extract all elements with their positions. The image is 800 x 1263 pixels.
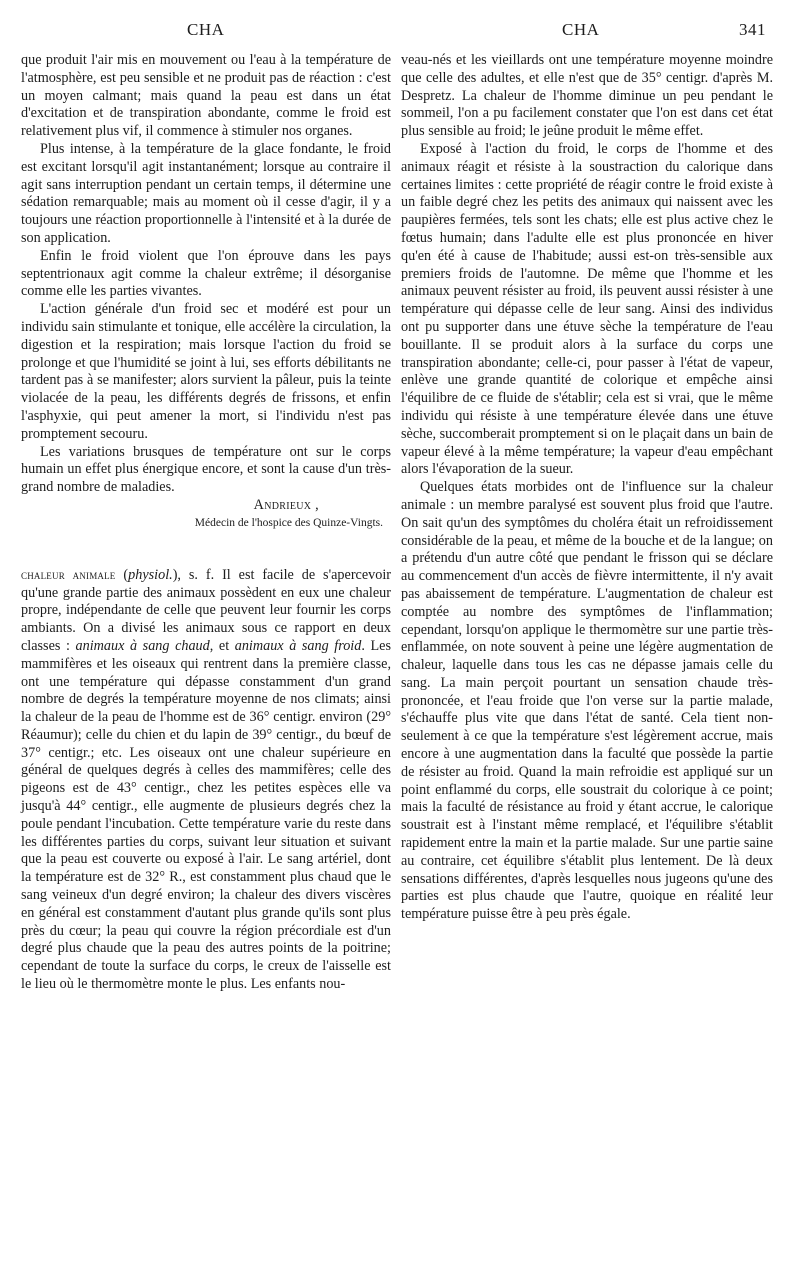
paragraph: Exposé à l'action du froid, le corps de l'homme et des animaux réagit et résiste à la soustraction du calorique dans certaines limites : cette propriété de réagir contre le froid existe à un faible degré chez les petits des animaux qui naissent avec les paupières fermées, tels sont les chats; elle est plus active chez le fœtus humain; dans l'adulte elle est plus prononcée en hiver qu'en été à cause de l'habitude; aussi est-on très-sensible aux premiers froids de l'automne. De même que l'homme et les animaux peuvent résister au froid, ils peuvent aussi résister à une température qui dépasse celle de leur sang. Ainsi des individus ont pu supporter dans une étuve sèche la température de l'eau bouillante. Il se produit alors à la surface du corps une transpiration abondante; celle-ci, pour passer à l'état de vapeur, enlève une grande quantité de colorique et empêche ainsi l'équilibre de ce fluide de s'établir; cela est si vrai, que le même individu qui résiste à une température élevée dans une étuve sèche, succomberait promptement si on le plaçait dans un bain de vapeur élevé à la même température; la vapeur d'eau empêchant alors l'évaporation de la sueur. — [401, 140, 773, 478]
entry-domain: physiol. — [128, 566, 173, 583]
entry-text: Il est facile de s'apercevoir qu'une grande partie des animaux possèdent en eux une chaleur propre, indépendante de celle que peuvent leur fournir les corps ambiants. On a divisé les animaux sous ce rapport en deux classes : — [21, 566, 391, 654]
entry-term: animaux à sang chaud — [75, 637, 210, 654]
entry-separator — [21, 531, 391, 567]
entry-grammar: ( — [115, 566, 129, 583]
paragraph: Quelques états morbides ont de l'influence sur la chaleur animale : un membre paralysé est souvent plus froid que l'autre. On sait qu'un des symptômes du choléra était un refroidissement considérable de la peau, et même de la bouche et de la langue; on a prétendu d'un autre côté que pendant le frisson qui se déclare au commencement d'un accès de fièvre intermittente, il n'y avait pas abaissement de température. L'augmentation de chaleur est comptée au nombre des symptômes de l'inflammation; cependant, lorsqu'on applique le thermomètre sur une partie très-enflammée, on note souvent à peine une légère augmentation de chaleur, laquelle dans tous les cas ne dépasse jamais celle du sang. La main perçoit pourtant un sensation chaude très-prononcée, et l'eau froide que l'on verse sur la partie malade, s'échauffe plus vite que dans l'état de santé. Cela tient non-seulement à ce que la température s'est légèrement accrue, mais encore à une augmentation dans la faculté que possède la partie de résister au froid. Quand la main refroidie est appliqué sur un point enflammé du corps, elle soustrait du colorique à ce point; mais la faculté de résistance au froid y étant accrue, le calorique soustrait est à l'instant même remplacé, et l'équilibre s'établit rapidement entre la main et la partie malade. Sur une partie saine au contraire, cet équilibre s'établit plus lentement. De là deux sensations différentes, d'après lesquelles nous jugeons qu'une des parties est plus chaude que l'autre, quoique en réalité leur température puisse être à peu près égale. — [401, 479, 773, 923]
entry-text: . Les mammifères et les oiseaux qui rentrent dans la première classe, ont une température qui dépasse constamment d'un grand nombre de degrés la température moyenne de nos climats; ainsi la chaleur de la peau de l'homme est de 36° centigr. environ (29° Réaumur); celle du chien et du lapin de 39° centigr., du bœuf de 37° centigr.; etc. Les oiseaux ont une chaleur supérieure en général de quelques degrés à celles des mammifères; celle des pigeons est de 43° centigr., chez les petites espèces elle va jusqu'à 44° centigr., elle augmente de plusieurs degrés chez la poule pendant l'incubation. Cette température varie du reste dans les différentes parties du corps, suivant leur situation et suivant que la peau est couverte ou exposé à l'air. Le sang artériel, dont la température est de 32° R., est constamment plus chaud que le sang veineux d'un degré environ; la chaleur des divers viscères en général est constamment d'autant plus grande qu'ils sont plus près du cœur; la peau qui couvre la région précordiale est d'un degré plus chaude que la peau des autres points de la poitrine; cependant de toute la surface du corps, le creux de l'aisselle est le lieu où le thermomètre monte le plus. Les enfants nou- — [21, 637, 391, 993]
right-column — [401, 52, 773, 924]
paragraph: Plus intense, à la température de la glace fondante, le froid est excitant lorsqu'il agit instantanément; lorsque au contraire il agit sans interruption pendant un certain temps, il détermine une sédation remarquable; mais au moment où il cesse d'agir, il y a toujours une réaction proportionnelle à l'intensité et à la durée de son application. — [21, 140, 391, 246]
running-head-right: CHA — [562, 20, 600, 39]
paragraph: L'action générale d'un froid sec et modéré est pour un individu sain stimulante et tonique, elle accélère la circulation, la digestion et la respiration; mais lorsque l'action du froid se prolonge et que l'humidité se joint à lui, ses efforts débilitants ne tardent pas à se manifester; alors survient la pâleur, puis la teinte violacée de la peau, les différents degrés de frissons, et enfin l'asphyxie, qui peut amener la mort, si l'individu n'est pas promptement secouru. — [21, 301, 391, 442]
paragraph-text: Les variations brusques de température ont sur le corps humain un effet plus énergique encore, et sont la cause d'un très-grand nombre de maladies. — [21, 443, 391, 496]
left-column — [21, 52, 391, 994]
paragraph: que produit l'air mis en mouvement ou l'eau à la température de l'atmosphère, est peu sensible et ne produit pas de réaction : c'est un moyen calmant; mais quand la peau est dans un état d'excitation et de transpiration abondante, comme le froid est relativement plus vif, il commence à stimuler nos organes. — [21, 52, 391, 140]
paragraph: Enfin le froid violent que l'on éprouve dans les pays septentrionaux agit comme la chaleur extrême; il désorganise comme elle les parties vivantes. — [21, 247, 391, 300]
signature-block — [21, 444, 391, 531]
page-number: 341 — [739, 20, 766, 39]
running-head-left: CHA — [187, 20, 225, 39]
paragraph: veau-nés et les vieillards ont une température moyenne moindre que celle des adultes, et elle n'est que de 35° centigr. d'après M. Despretz. La chaleur de l'homme diminue un peu pendant le sommeil, l'on a pu facilement constater que l'on est dans cet état plus sensible au froid; le jeûne produit le même effet. — [401, 52, 773, 140]
entry-text: , et — [209, 637, 235, 654]
entry-grammar: ), s. f. — [172, 566, 223, 583]
paragraph — [21, 444, 391, 497]
signature-author-line — [21, 497, 391, 515]
entry-headword: chaleur animale — [21, 567, 116, 582]
signature-affiliation: Médecin de l'hospice des Quinze-Vingts. — [194, 516, 383, 529]
entry-term: animaux à sang froid — [234, 637, 362, 654]
signature-author: Andrieux , — [253, 496, 319, 513]
dictionary-entry — [21, 567, 391, 994]
